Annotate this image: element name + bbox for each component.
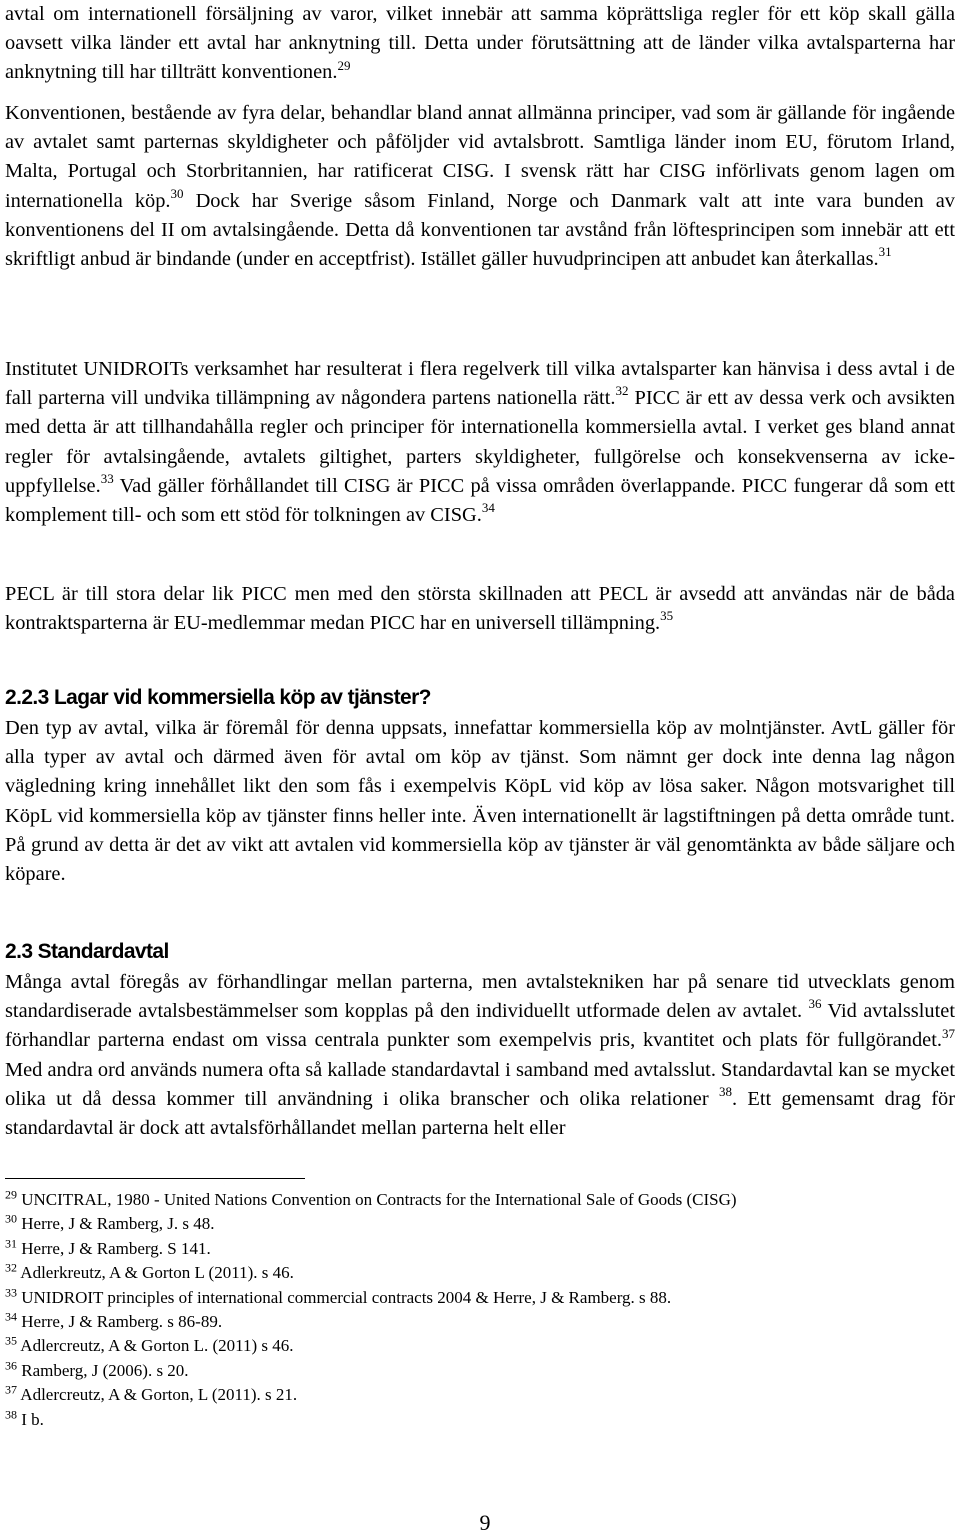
text-run: Institutet UNIDROITs verksamhet har resulterat i flera regelverk till vilka avtalsparter kan hänvisa i dess avtal i de fall parterna vill undvika tillämpning av någondera partens nationella rätt. bbox=[5, 358, 955, 410]
footnote-number: 34 bbox=[5, 1309, 17, 1324]
text-run: PECL är till stora delar lik PICC men med den största skillnaden att PECL är avsedd att användas när de båda kontraktsparterna är EU-medlemmar medan PICC har en universell tillämpning. bbox=[5, 583, 955, 635]
footnote bbox=[5, 1286, 955, 1310]
footnote-reference[interactable]: 30 bbox=[170, 185, 184, 201]
footnote-text: Herre, J & Ramberg. S 141. bbox=[17, 1238, 211, 1258]
paragraph bbox=[5, 580, 955, 638]
footnote bbox=[5, 1261, 955, 1285]
footnote-text: Adlercreutz, A & Gorton L. (2011) s 46. bbox=[17, 1336, 294, 1356]
text-run: Vid avtalsslutet förhandlar parterna endast om vissa centrala punkter som exempelvis pris, kvantitet och plats för fullgörandet. bbox=[5, 1000, 955, 1052]
footnote bbox=[5, 1408, 955, 1432]
footnote-separator bbox=[5, 1178, 305, 1179]
footnote bbox=[5, 1237, 955, 1261]
paragraph bbox=[5, 0, 955, 88]
text-run: . Ett gemensamt drag för standardavtal är dock att avtalsförhållandet mellan parterna helt eller bbox=[5, 1087, 955, 1140]
footnote bbox=[5, 1188, 955, 1212]
text-run: Dock har Sverige såsom Finland, Norge och Danmark valt att inte vara bunden av konventionens del II om avtalsingående. Detta då konventionen tar avstånd från löftesprincipen som innebär att ett skriftligt anbud är bindande (under en acceptfrist). Istället gäller huvudprincipen att anbudet kan återkallas. bbox=[5, 189, 956, 271]
footnote-text: I b. bbox=[17, 1409, 44, 1429]
section-heading: 2.2.3 Lagar vid kommersiella köp av tjänster? bbox=[5, 686, 431, 709]
footnote-text: Herre, J & Ramberg, J. s 48. bbox=[17, 1214, 215, 1234]
footnote-text: UNCITRAL, 1980 - United Nations Convention on Contracts for the International Sale of Goods (CISG) bbox=[17, 1190, 737, 1209]
paragraph bbox=[5, 99, 955, 274]
footnote bbox=[5, 1212, 955, 1236]
footnote-reference[interactable]: 29 bbox=[337, 57, 351, 73]
paragraph bbox=[5, 714, 955, 889]
paragraph bbox=[5, 355, 955, 530]
footnote-text: UNIDROIT principles of international commercial contracts 2004 & Herre, J & Ramberg. s 88. bbox=[17, 1287, 672, 1307]
footnote-reference[interactable]: 33 bbox=[100, 471, 114, 487]
page-number: 9 bbox=[479, 1510, 491, 1535]
footnote-text: Adlercreutz, A & Gorton, L (2011). s 21. bbox=[17, 1385, 298, 1405]
text-run: Med andra ord används numera ofta så kallade standardavtal i samband med avtalsslut. Standardavtal kan se mycket olika ut då dessa kommer till användning i olika branscher och olika relationer bbox=[5, 1058, 955, 1110]
footnote bbox=[5, 1383, 955, 1407]
footnote-reference[interactable]: 37 bbox=[942, 1025, 955, 1041]
document-page bbox=[5, 0, 955, 1537]
footnote-reference[interactable]: 38 bbox=[718, 1084, 732, 1100]
footnote-reference[interactable]: 32 bbox=[615, 383, 629, 399]
footnote-number: 32 bbox=[5, 1260, 17, 1275]
paragraph bbox=[5, 968, 955, 1143]
footnote-text: Ramberg, J (2006). s 20. bbox=[17, 1360, 189, 1380]
footnote-number: 31 bbox=[5, 1236, 17, 1251]
footnote-number: 35 bbox=[5, 1333, 17, 1348]
footnote-reference[interactable]: 31 bbox=[878, 244, 892, 260]
text-run: avtal om internationell försäljning av varor, vilket innebär att samma köprättsliga regler för ett köp skall gälla oavsett vilka länder ett avtal har anknytning till. Detta under förutsättning att de länder vilka avtalsparterna har anknytning till har tillträtt konventionen. bbox=[5, 3, 955, 84]
text-run: Många avtal föregås av förhandlingar mellan parterna, men avtalstekniken har på senare tid utvecklats genom standardiserade avtalsbestämmelser som kopplas på den individuellt utformade delen av avtalet. bbox=[5, 971, 955, 1023]
footnote-reference[interactable]: 35 bbox=[660, 608, 674, 624]
footnote-number: 38 bbox=[5, 1407, 17, 1421]
footnote-number: 30 bbox=[5, 1211, 17, 1226]
text-run: PICC är ett av dessa verk och avsikten med detta är att tillhandahålla regler och principer för internationella kommersiella avtal. I verket ges bland annat regler för avtalsingående, avtalets giltighet, parters skyldigheter, fullgörelse och konsekvenserna av icke-uppfyllelse. bbox=[5, 387, 955, 497]
text-run: Vad gäller förhållandet till CISG är PICC på vissa områden överlappande. PICC fungerar då som ett komplement till- och som ett stöd för tolkningen av CISG. bbox=[5, 474, 955, 527]
footnotes bbox=[5, 1188, 955, 1432]
footnote bbox=[5, 1359, 955, 1383]
text-run: Konventionen, bestående av fyra delar, behandlar bland annat allmänna principer, vad som är gällande för ingående av avtalet samt parternas skyldigheter och påföljder vid avtalsbrott. Samtliga länder inom EU, förutom Irland, Malta, Portugal och Storbritannien, har ratificerat CISG. I svensk rätt har CISG införlivats genom lagen om internationella köp. bbox=[5, 102, 955, 212]
footnote-number: 33 bbox=[5, 1284, 17, 1299]
footnote-text: Herre, J & Ramberg. s 86-89. bbox=[17, 1312, 223, 1332]
footnote-number: 29 bbox=[5, 1187, 17, 1202]
section-heading: 2.3 Standardavtal bbox=[5, 940, 169, 963]
text-run: Den typ av avtal, vilka är föremål för denna uppsats, innefattar kommersiella köp av molntjänster. AvtL gäller för alla typer av avtal och därmed även för avtal om köp av tjänst. Som nämnt ger dock inte denna lag någon vägledning kring innehållet likt den som fås i exempelvis KöpL vid köp av lösa saker. Någon motsvarighet till KöpL vid kommersiella köp av tjänster finns heller inte. Även internationellt är lagstiftningen på detta område tunt. På grund av detta är det av vikt att avtalen vid kommersiella köp av tjänster är väl genomtänkta av både säljare och köpare. bbox=[5, 717, 955, 886]
footnote-number: 36 bbox=[5, 1358, 17, 1373]
footnote-reference[interactable]: 34 bbox=[481, 500, 495, 516]
footnote-text: Adlerkreutz, A & Gorton L (2011). s 46. bbox=[17, 1263, 294, 1283]
footnote-number: 37 bbox=[5, 1382, 17, 1397]
footnote bbox=[5, 1310, 955, 1334]
footnote bbox=[5, 1334, 955, 1358]
footnote-reference[interactable]: 36 bbox=[808, 996, 822, 1012]
